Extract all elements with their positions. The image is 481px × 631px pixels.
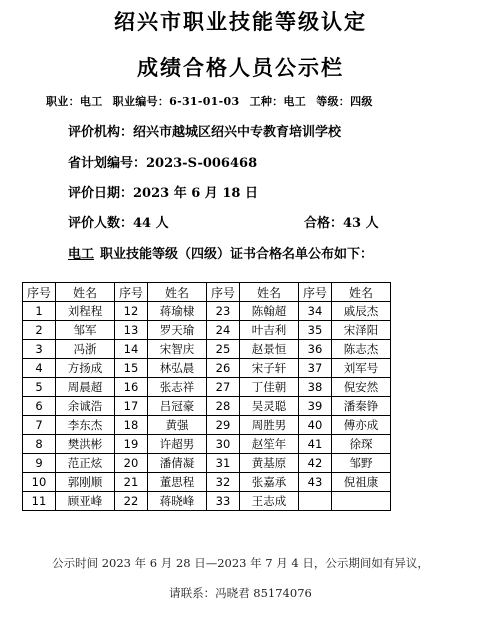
name-cell: 王志成 <box>240 492 299 511</box>
serial-number-cell: 34 <box>299 302 332 321</box>
name-cell: 邹野 <box>332 454 391 473</box>
name-cell: 黄强 <box>148 416 207 435</box>
table-row <box>23 378 391 397</box>
serial-number-cell: 26 <box>207 359 240 378</box>
col-header: 序号 <box>23 283 56 302</box>
serial-number-cell: 16 <box>115 378 148 397</box>
table-row <box>23 435 391 454</box>
occupation-label: 职业：电工 <box>46 95 103 108</box>
plan-number: 省计划编号：2023-S-006468 <box>68 156 258 171</box>
name-cell: 叶吉利 <box>240 321 299 340</box>
name-cell: 蒋瑜棣 <box>148 302 207 321</box>
name-cell: 黄基原 <box>240 454 299 473</box>
name-cell: 周胜男 <box>240 416 299 435</box>
table-row <box>23 473 391 492</box>
table-header-row <box>23 283 391 302</box>
serial-number-cell: 18 <box>115 416 148 435</box>
col-header: 姓名 <box>240 283 299 302</box>
occupation-code: 职业编号：6-31-01-03 <box>112 95 240 108</box>
name-cell: 蒋晓峰 <box>148 492 207 511</box>
name-cell: 倪祖康 <box>332 473 391 492</box>
name-cell: 倪安然 <box>332 378 391 397</box>
name-cell: 戚辰杰 <box>332 302 391 321</box>
name-cell: 吴灵聪 <box>240 397 299 416</box>
serial-number-cell: 30 <box>207 435 240 454</box>
table-row <box>23 302 391 321</box>
name-cell: 顾亚峰 <box>56 492 115 511</box>
table-row <box>23 416 391 435</box>
name-cell: 陈翰超 <box>240 302 299 321</box>
page-title: 绍兴市职业技能等级认定 <box>114 9 367 34</box>
name-cell: 董思程 <box>148 473 207 492</box>
name-cell: 宋泽阳 <box>332 321 391 340</box>
col-header: 姓名 <box>148 283 207 302</box>
name-cell: 宋智庆 <box>148 340 207 359</box>
name-cell <box>332 492 391 511</box>
serial-number-cell: 7 <box>23 416 56 435</box>
serial-number-cell: 1 <box>23 302 56 321</box>
serial-number-cell: 9 <box>23 454 56 473</box>
name-cell: 张嘉承 <box>240 473 299 492</box>
serial-number-cell: 24 <box>207 321 240 340</box>
name-cell: 张志祥 <box>148 378 207 397</box>
serial-number-cell: 5 <box>23 378 56 397</box>
name-cell: 余诚浩 <box>56 397 115 416</box>
footer-notice: 公示时间 2023 年 6 月 28 日—2023 年 7 月 4 日，公示期间如有异议， <box>52 556 429 570</box>
name-cell: 丁佳朝 <box>240 378 299 397</box>
name-cell: 李东杰 <box>56 416 115 435</box>
serial-number-cell: 11 <box>23 492 56 511</box>
serial-number-cell: 27 <box>207 378 240 397</box>
name-cell: 方扬成 <box>56 359 115 378</box>
work-type: 工种：电工 <box>249 95 307 108</box>
serial-number-cell: 6 <box>23 397 56 416</box>
serial-number-cell: 10 <box>23 473 56 492</box>
serial-number-cell: 33 <box>207 492 240 511</box>
serial-number-cell: 39 <box>299 397 332 416</box>
serial-number-cell: 20 <box>115 454 148 473</box>
serial-number-cell: 3 <box>23 340 56 359</box>
serial-number-cell: 19 <box>115 435 148 454</box>
evaluation-count: 评价人数：44 人 <box>68 216 169 231</box>
name-cell: 罗天瑜 <box>148 321 207 340</box>
name-cell: 赵笙年 <box>240 435 299 454</box>
name-cell: 宋子轩 <box>240 359 299 378</box>
serial-number-cell: 17 <box>115 397 148 416</box>
notice-line <box>62 243 373 262</box>
serial-number-cell: 22 <box>115 492 148 511</box>
name-cell: 林弘晨 <box>148 359 207 378</box>
name-cell: 许超男 <box>148 435 207 454</box>
serial-number-cell: 35 <box>299 321 332 340</box>
name-cell: 邹军 <box>56 321 115 340</box>
serial-number-cell: 21 <box>115 473 148 492</box>
col-header: 姓名 <box>56 283 115 302</box>
notice-text: 职业技能等级（四级）证书合格名单公布如下： <box>100 247 374 262</box>
evaluation-institution: 评价机构：绍兴市越城区绍兴中专教育培训学校 <box>68 125 342 140</box>
name-cell: 潘倩凝 <box>148 454 207 473</box>
name-cell: 郭刚顺 <box>56 473 115 492</box>
name-cell: 冯浙 <box>56 340 115 359</box>
serial-number-cell: 31 <box>207 454 240 473</box>
footer-contact: 请联系：冯晓君 85174076 <box>169 586 312 600</box>
serial-number-cell: 14 <box>115 340 148 359</box>
roster-table <box>22 282 391 511</box>
name-cell: 范正炫 <box>56 454 115 473</box>
name-cell: 周晨超 <box>56 378 115 397</box>
col-header: 姓名 <box>332 283 391 302</box>
serial-number-cell: 13 <box>115 321 148 340</box>
name-cell: 樊洪彬 <box>56 435 115 454</box>
name-cell: 傅亦成 <box>332 416 391 435</box>
serial-number-cell: 2 <box>23 321 56 340</box>
serial-number-cell: 15 <box>115 359 148 378</box>
name-cell: 潘秦铮 <box>332 397 391 416</box>
serial-number-cell: 28 <box>207 397 240 416</box>
pass-count: 合格：43 人 <box>304 216 379 231</box>
page-subtitle: 成绩合格人员公示栏 <box>137 55 344 80</box>
table-row <box>23 340 391 359</box>
name-cell: 陈志杰 <box>332 340 391 359</box>
name-cell: 徐琛 <box>332 435 391 454</box>
name-cell: 刘军号 <box>332 359 391 378</box>
table-row <box>23 321 391 340</box>
skill-level: 等级：四级 <box>316 95 373 108</box>
col-header: 序号 <box>115 283 148 302</box>
serial-number-cell: 8 <box>23 435 56 454</box>
col-header: 序号 <box>299 283 332 302</box>
serial-number-cell: 40 <box>299 416 332 435</box>
serial-number-cell: 23 <box>207 302 240 321</box>
notice-job: 电工 <box>68 247 95 262</box>
table-row <box>23 454 391 473</box>
name-cell: 刘程程 <box>56 302 115 321</box>
serial-number-cell: 4 <box>23 359 56 378</box>
serial-number-cell: 43 <box>299 473 332 492</box>
occupation-info-line <box>46 93 379 109</box>
serial-number-cell: 41 <box>299 435 332 454</box>
serial-number-cell <box>299 492 332 511</box>
table-row <box>23 359 391 378</box>
serial-number-cell: 38 <box>299 378 332 397</box>
evaluation-date: 评价日期：2023 年 6 月 18 日 <box>68 186 258 201</box>
serial-number-cell: 29 <box>207 416 240 435</box>
serial-number-cell: 12 <box>115 302 148 321</box>
name-cell: 赵景恒 <box>240 340 299 359</box>
serial-number-cell: 42 <box>299 454 332 473</box>
serial-number-cell: 36 <box>299 340 332 359</box>
serial-number-cell: 25 <box>207 340 240 359</box>
name-cell: 吕冠豪 <box>148 397 207 416</box>
serial-number-cell: 37 <box>299 359 332 378</box>
table-row <box>23 397 391 416</box>
table-row <box>23 492 391 511</box>
serial-number-cell: 32 <box>207 473 240 492</box>
col-header: 序号 <box>207 283 240 302</box>
